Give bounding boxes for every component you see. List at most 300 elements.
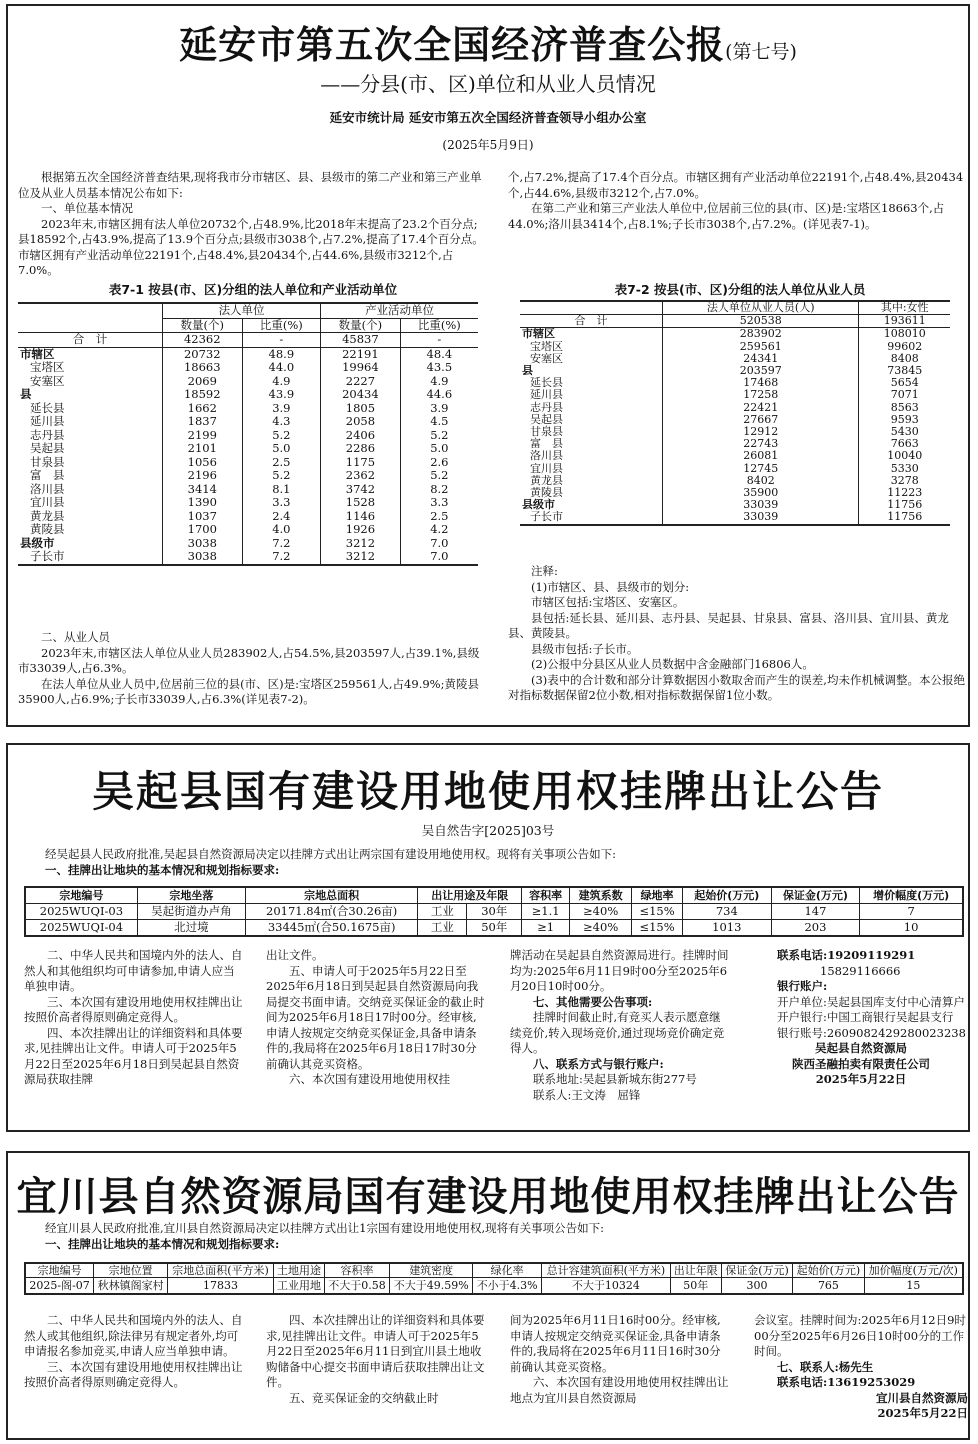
- t1-cell: 2.5: [242, 456, 321, 470]
- t2-row: [520, 315, 950, 328]
- n3-cell: 17833: [168, 1278, 274, 1295]
- notice1-col-right-top: [508, 170, 966, 232]
- n2-c4-tel2: 15829116666: [820, 963, 901, 978]
- t1-cell: 18592: [163, 388, 243, 402]
- n2-c3: 牌活动在吴起县自然资源局进行。挂牌时间均为:2025年6月11日9时00分至2025年6月20日10时00分。: [510, 948, 729, 993]
- notice1-sec2-title: 二、从业人员: [41, 630, 110, 644]
- t2-row: [520, 353, 950, 365]
- n2-sign2: 陕西圣融拍卖有限责任公司: [792, 1056, 930, 1071]
- t1-cell: 7.0: [400, 537, 478, 551]
- t1-cell: 5.2: [400, 429, 478, 443]
- t1-cell: 3.9: [400, 402, 478, 416]
- t1-cell: 5.2: [242, 469, 321, 483]
- notice3-intro-block: [22, 1221, 962, 1252]
- t2-cell: 259561: [663, 341, 859, 353]
- n2-cell: ≤15%: [632, 904, 683, 920]
- t2-region: 市辖区: [522, 327, 555, 341]
- n3-header: 出让年限: [670, 1263, 721, 1278]
- t1-cell: 3.9: [242, 402, 321, 416]
- t1-region: 宜川县: [30, 495, 65, 509]
- t2-cell: 520538: [663, 315, 859, 328]
- n2-c3b: 挂牌时间截止时,有竞买人表示愿意继续竞价,转入现场竞价,通过现场竞价确定竞得人。: [510, 1010, 725, 1055]
- t1-row: [18, 361, 478, 375]
- t1-row: [18, 537, 478, 551]
- t2-cell: 8402: [663, 475, 859, 487]
- n2-cell: 147: [771, 904, 860, 920]
- notice1-sec2-p2: 在法人单位从业人员中,位居前三位的县(市、区)是:宝塔区259561人,占49.9%;黄陵县35900人,占6.9%;子长市33039人,占6.3%(详见表7-2)。: [18, 676, 479, 706]
- n3-cell: 2025-阁-07: [25, 1278, 94, 1295]
- n3-cell: 15: [864, 1278, 963, 1295]
- n2-header: 宗地总面积: [245, 887, 417, 904]
- note-1c: 县级市包括:子长市。: [531, 641, 639, 656]
- n2-cell: 50年: [467, 920, 522, 937]
- t2-h-employees: 法人单位从业人员(人): [663, 301, 859, 315]
- t1-cell: 7.0: [400, 550, 478, 565]
- t1-cell: 1662: [163, 402, 243, 416]
- t1-cell: 3414: [163, 483, 243, 497]
- t1-cell: 2.5: [400, 510, 478, 524]
- notice2-col4: [754, 948, 968, 1088]
- t1-row: [18, 496, 478, 510]
- n2-c4-bank: 银行账户:: [777, 979, 828, 993]
- n3-cell: 秋林镇阁家村: [94, 1278, 168, 1295]
- n3-sign: 宜川县自然资源局: [876, 1390, 968, 1405]
- t1-cell: 43.5: [400, 361, 478, 375]
- n2-cell: 33445㎡(合50.1675亩): [245, 920, 417, 937]
- t2-region: 黄龙县: [530, 473, 563, 487]
- t2-cell: 17258: [663, 389, 859, 401]
- t1-row: [18, 442, 478, 456]
- t1-cell: 2069: [163, 375, 243, 389]
- n2-header: 起始价(万元): [683, 887, 772, 904]
- t1-cell: 44.6: [400, 388, 478, 402]
- t1-row: [18, 333, 478, 348]
- n2-c3-person: 联系人:王文涛 屈锋: [533, 1087, 641, 1102]
- n2-cell: 20171.84㎡(合30.26亩): [245, 904, 417, 920]
- t2-cell: 10040: [859, 450, 950, 462]
- notice1-col-left-top: [18, 170, 484, 277]
- t1-cell: 1700: [163, 523, 243, 537]
- n2-header: 绿地率: [632, 887, 683, 904]
- t1-group-legal: 法人单位: [163, 303, 321, 318]
- n2-cell: 工业: [418, 920, 467, 937]
- t2-h-female: 其中:女性: [859, 301, 950, 315]
- n3-c4-tel: 联系电话:13619253029: [777, 1375, 916, 1389]
- t2-cell: 283902: [663, 328, 859, 341]
- t1-row: [18, 456, 478, 470]
- t1-cell: 2199: [163, 429, 243, 443]
- t2-row: [520, 377, 950, 389]
- t1-cell: 4.3: [242, 415, 321, 429]
- notes-title: 注释:: [531, 564, 558, 578]
- t2-cell: 8563: [859, 402, 950, 414]
- t2-cell: 5654: [859, 377, 950, 389]
- t1-row: [18, 388, 478, 402]
- t2-cell: 12745: [663, 463, 859, 475]
- notice2-col3: [510, 948, 732, 1103]
- notice1-notes: [508, 564, 968, 704]
- t1-row: [18, 469, 478, 483]
- notice-wuqi-land: [6, 743, 970, 1132]
- t1-region: 富 县: [30, 468, 65, 482]
- t1-cell: 1146: [321, 510, 401, 524]
- t1-cell: 2058: [321, 415, 401, 429]
- t1-region: 宝塔区: [30, 360, 65, 374]
- n3-header: 起始价(万元): [793, 1263, 864, 1278]
- n3-cell: 不大于10324: [542, 1278, 671, 1295]
- n3-c2: 四、本次挂牌出让的详细资料和具体要求,见挂牌出让文件。申请人可于2025年5月22日至2025年6月11日到宜川县土地收购储备中心提交书面申请后获取挂牌出让文件。: [266, 1313, 485, 1389]
- t1-region: 甘泉县: [30, 454, 65, 469]
- t2-row: [520, 365, 950, 377]
- n2-c3-addr: 联系地址:吴起县新城东街277号: [533, 1072, 697, 1086]
- t1-region: 洛川县: [30, 481, 65, 496]
- t2-row: [520, 328, 950, 341]
- t2-region: 洛川县: [530, 449, 563, 463]
- t1-row: [18, 415, 478, 429]
- notice1-intro: 根据第五次全国经济普查结果,现将我市分市辖区、县、县级市的第二产业和第三产业单位及从业人员基本情况公布如下:: [18, 170, 482, 200]
- t2-cell: 5430: [859, 426, 950, 438]
- t2-cell: 9593: [859, 414, 950, 426]
- t2-region: 宝塔区: [530, 339, 563, 353]
- t1-cell: 45837: [321, 333, 401, 348]
- n3-cell: 不大于0.58: [324, 1278, 389, 1295]
- t1-region: 志丹县: [30, 427, 65, 442]
- n2-cell: 734: [683, 904, 772, 920]
- t1-region: 吴起县: [30, 441, 65, 455]
- t1-cell: 1926: [321, 523, 401, 537]
- n2-header: 出让用途及年限: [418, 887, 522, 904]
- notice3-sec1: 一、挂牌出让地块的基本情况和规划指标要求:: [45, 1236, 280, 1251]
- t2-cell: 7071: [859, 389, 950, 401]
- t2-region: 子长市: [530, 510, 563, 524]
- t2-cell: 7663: [859, 438, 950, 450]
- t2-cell: 203597: [663, 365, 859, 377]
- t1-region: 黄陵县: [30, 522, 65, 536]
- t2-row: [520, 463, 950, 475]
- n2-cell: 工业: [418, 904, 467, 920]
- n2-cell: 2025WUQI-03: [25, 904, 137, 920]
- t2-row: [520, 426, 950, 438]
- notice2-doc-no: 吴自然告字[2025]03号: [421, 823, 555, 838]
- t1-cell: 2196: [163, 469, 243, 483]
- t1-cell: 7.2: [242, 550, 321, 565]
- n2-header: 增价幅度(万元): [860, 887, 963, 904]
- t1-cell: 3038: [163, 550, 243, 565]
- t1-region: 县: [20, 387, 32, 401]
- n2-cell: 北过境: [137, 920, 245, 937]
- notice2-sec1: 一、挂牌出让地块的基本情况和规划指标要求:: [45, 862, 280, 877]
- t1-h-share-2: 比重(%): [400, 318, 478, 333]
- t1-region: 黄龙县: [30, 508, 65, 523]
- t2-row: [520, 511, 950, 524]
- n2-cell: ≥40%: [570, 920, 632, 937]
- notice1-sec2-p1: 2023年末,市辖区法人单位从业人员283902人,占54.5%,县203597人,占39.1%,县级市33039人,占6.3%。: [18, 645, 480, 675]
- t2-row: [520, 389, 950, 401]
- t2-cell: 8408: [859, 353, 950, 365]
- t1-cell: 2227: [321, 375, 401, 389]
- n3-header: 宗地位置: [94, 1263, 168, 1278]
- t1-row: [18, 483, 478, 497]
- t2-cell: 22743: [663, 438, 859, 450]
- n3-cell: 300: [721, 1278, 792, 1295]
- n2-cell: 2025WUQI-04: [25, 920, 137, 937]
- t2-region: 延川县: [530, 388, 563, 402]
- n2-header: 保证金(万元): [771, 887, 860, 904]
- n2-header: 建筑系数: [570, 887, 632, 904]
- notice1-sec1-p2: 在第二产业和第三产业法人单位中,位居前三位的县(市、区)是:宝塔区18663个,占44.0%;洛川县3414个,占8.1%;子长市3038个,占7.2%。(详见表7-1)。: [508, 201, 945, 231]
- n3-cell: 50年: [670, 1278, 721, 1295]
- t1-cell: 5.0: [400, 442, 478, 456]
- note-2: (2)公报中分县区从业人员数据中含金融部门16806人。: [531, 657, 814, 671]
- notice1-col-left-bottom: [18, 630, 484, 708]
- n3-header: 容积率: [324, 1263, 389, 1278]
- table-7-2-block: [520, 280, 960, 526]
- n2-sign1: 吴起县自然资源局: [815, 1041, 907, 1055]
- t2-region: 甘泉县: [530, 425, 563, 439]
- t2-row: [520, 475, 950, 487]
- t2-region: 宜川县: [530, 461, 563, 475]
- t1-region: 延长县: [30, 400, 65, 415]
- notice1-sec1-title: 一、单位基本情况: [41, 201, 133, 215]
- n2-c1: 二、中华人民共和国境内外的法人、自然人和其他组织均可申请参加,申请人应当单独申请。: [24, 948, 243, 993]
- t1-cell: 7.2: [242, 537, 321, 551]
- t2-cell: 193611: [859, 315, 950, 328]
- n2-c4-tel: 联系电话:19209119291: [777, 948, 916, 962]
- t1-cell: 20732: [163, 347, 243, 361]
- n3-row: [25, 1278, 963, 1295]
- n3-date: 2025年5月22日: [877, 1406, 968, 1420]
- n2-c1c: 四、本次挂牌出让的详细资料和具体要求,见挂牌出让文件。申请人可于2025年5月22日至2025年6月18日到吴起县自然资源局获取挂牌: [24, 1025, 243, 1086]
- t1-cell: 48.9: [242, 347, 321, 361]
- notice3-table: [24, 1262, 964, 1295]
- t1-region: 安塞区: [30, 373, 65, 388]
- t2-cell: 11756: [859, 499, 950, 511]
- t1-cell: 20434: [321, 388, 401, 402]
- notice3-col3: [510, 1313, 732, 1406]
- n2-c3-h8: 八、联系方式与银行账户:: [533, 1056, 664, 1071]
- n2-c2c: 六、本次国有建设用地使用权挂: [289, 1072, 450, 1086]
- table-7-1-caption: 表7-1 按县(市、区)分组的法人单位和产业活动单位: [108, 282, 398, 297]
- n2-cell: 30年: [467, 904, 522, 920]
- notice1-sec1-p1-cont: 个,占7.2%,提高了17.4个百分点。市辖区拥有产业活动单位22191个,占48.4%,县20434个,占44.6%,县级市3212个,占7.0%。: [508, 170, 964, 200]
- t1-cell: 22191: [321, 347, 401, 361]
- t1-cell: 48.4: [400, 347, 478, 361]
- note-1b: 县包括:延长县、延川县、志丹县、吴起县、甘泉县、富县、洛川县、宜川县、黄龙县、黄陵县。: [508, 610, 949, 640]
- t1-h-count-2: 数量(个): [321, 318, 401, 333]
- t2-cell: 33039: [663, 511, 859, 524]
- n2-cell: ≥1.1: [522, 904, 570, 920]
- notice3-intro: 经宜川县人民政府批准,宜川县自然资源局决定以挂牌方式出让1宗国有建设用地使用权,现将有关事项公告如下:: [45, 1221, 604, 1235]
- t1-cell: 42362: [163, 333, 243, 348]
- notice2-col2: [266, 948, 488, 1088]
- t1-cell: 19964: [321, 361, 401, 375]
- n2-date: 2025年5月22日: [815, 1072, 907, 1086]
- t1-cell: 1528: [321, 496, 401, 510]
- n3-header: 建筑密度: [390, 1263, 473, 1278]
- t1-cell: 18663: [163, 361, 243, 375]
- n3-c4-h7: 七、联系人:杨先生: [777, 1359, 874, 1374]
- n2-header: 宗地坐落: [137, 887, 245, 904]
- n2-cell: ≤15%: [632, 920, 683, 937]
- t1-cell: 3.3: [242, 496, 321, 510]
- n2-row: [25, 904, 963, 920]
- n3-header: 总计容建筑面积(平方米): [542, 1263, 671, 1278]
- t1-region: 子长市: [30, 549, 65, 563]
- n2-cell: 吴起街道办卢角: [137, 904, 245, 920]
- t2-region: 县: [522, 364, 533, 378]
- t1-cell: 5.0: [242, 442, 321, 456]
- t1-cell: 8.2: [400, 483, 478, 497]
- t2-row: [520, 438, 950, 450]
- t1-cell: 1056: [163, 456, 243, 470]
- table-7-2-caption: 表7-2 按县(市、区)分组的法人单位从业人员: [614, 282, 866, 297]
- table-7-1-block: [18, 280, 488, 566]
- n2-c2: 出让文件。: [266, 948, 324, 962]
- n2-c1b: 三、本次国有建设用地使用权挂牌出让按照价高者得原则确定竞得人。: [24, 994, 243, 1024]
- t2-cell: 35900: [663, 487, 859, 499]
- n2-cell: 203: [771, 920, 860, 937]
- n2-c4-unit: 开户单位:吴起县国库支付中心清算户: [777, 994, 965, 1009]
- notice3-col2: [266, 1313, 488, 1406]
- t2-cell: 12912: [663, 426, 859, 438]
- t1-cell: -: [400, 333, 478, 348]
- notice1-date: (2025年5月9日): [442, 138, 534, 152]
- t2-cell: 3278: [859, 475, 950, 487]
- n3-c2b: 五、竞买保证金的交纳截止时: [289, 1390, 439, 1405]
- t2-region: 合 计: [574, 314, 608, 328]
- t2-cell: 27667: [663, 414, 859, 426]
- t1-cell: 44.0: [242, 361, 321, 375]
- n3-header: 绿化率: [473, 1263, 542, 1278]
- t1-h-share-1: 比重(%): [242, 318, 321, 333]
- notice1-issuer: 延安市统计局 延安市第五次全国经济普查领导小组办公室: [329, 110, 647, 125]
- n2-c4-acct: 银行账号:2609082429280023238: [777, 1025, 966, 1040]
- n3-header: 宗地总面积(平方米): [168, 1263, 274, 1278]
- t1-cell: 3212: [321, 537, 401, 551]
- n3-header: 加价幅度(万元/次): [864, 1263, 963, 1278]
- t1-region: 县级市: [20, 535, 55, 550]
- n3-cell: 765: [793, 1278, 864, 1295]
- t2-region: 富 县: [530, 437, 563, 451]
- n3-header: 保证金(万元): [721, 1263, 792, 1278]
- t1-cell: 2406: [321, 429, 401, 443]
- t1-row: [18, 523, 478, 537]
- t2-row: [520, 450, 950, 462]
- t1-cell: 1390: [163, 496, 243, 510]
- t2-region: 黄陵县: [530, 486, 563, 500]
- t1-region: 延川县: [30, 414, 65, 428]
- t1-cell: 8.1: [242, 483, 321, 497]
- t2-row: [520, 487, 950, 499]
- t1-cell: 1805: [321, 402, 401, 416]
- t1-row: [18, 510, 478, 524]
- t2-row: [520, 499, 950, 511]
- t2-cell: 108010: [859, 328, 950, 341]
- t2-region: 吴起县: [530, 412, 563, 426]
- n3-c3b: 六、本次国有建设用地使用权挂牌出让地点为宜川县自然资源局: [510, 1375, 729, 1405]
- notice2-intro-block: [22, 847, 962, 878]
- notice1-subtitle: ——分县(市、区)单位和从业人员情况: [320, 72, 656, 96]
- n3-header: 土地用途: [273, 1263, 324, 1278]
- t2-region: 安塞区: [530, 351, 563, 365]
- t1-cell: 3742: [321, 483, 401, 497]
- t2-row: [520, 414, 950, 426]
- t2-region: 县级市: [522, 498, 555, 512]
- t1-cell: -: [242, 333, 321, 348]
- t1-row: [18, 550, 478, 565]
- t2-region: 志丹县: [530, 400, 563, 414]
- notice-yichuan-land: [6, 1151, 970, 1440]
- n2-header: 容积率: [522, 887, 570, 904]
- t2-cell: 33039: [663, 499, 859, 511]
- t1-h-count-1: 数量(个): [163, 318, 243, 333]
- n3-header: 宗地编号: [25, 1263, 94, 1278]
- n3-c1b: 三、本次国有建设用地使用权挂牌出让按照价高者得原则确定竞得人。: [24, 1359, 243, 1389]
- t1-cell: 2362: [321, 469, 401, 483]
- n3-c3: 间为2025年6月11日16时00分。经审核,申请人按规定交纳竞买保证金,具备申请条件的,我局将在2025年6月11日16时30分前确认其竞买资格。: [510, 1313, 721, 1374]
- t2-cell: 11223: [859, 487, 950, 499]
- notice2-col1: [24, 948, 246, 1088]
- n2-row: [25, 920, 963, 937]
- n3-c4: 会议室。挂牌时间为:2025年6月12日9时00分至2025年6月26日10时00分的工作时间。: [754, 1313, 966, 1358]
- t1-cell: 2.4: [242, 510, 321, 524]
- n2-c3-h7: 七、其他需要公告事项:: [533, 994, 653, 1009]
- n2-cell: ≥1: [522, 920, 570, 937]
- n3-cell: 工业用地: [273, 1278, 324, 1295]
- t1-cell: 3.3: [400, 496, 478, 510]
- t2-cell: 26081: [663, 450, 859, 462]
- t1-cell: 43.9: [242, 388, 321, 402]
- t1-row: [18, 402, 478, 416]
- t1-cell: 2.6: [400, 456, 478, 470]
- notice1-title: 延安市第五次全国经济普查公报: [179, 22, 726, 67]
- notice2-intro: 经吴起县人民政府批准,吴起县自然资源局决定以挂牌方式出让两宗国有建设用地使用权。现将有关事项公告如下:: [45, 847, 617, 861]
- table-7-2: [520, 300, 950, 526]
- t1-cell: 1837: [163, 415, 243, 429]
- n2-cell: ≥40%: [570, 904, 632, 920]
- t2-cell: 11756: [859, 511, 950, 524]
- notice3-title: 宜川县自然资源局国有建设用地使用权挂牌出让公告: [16, 1173, 960, 1220]
- t1-cell: 5.2: [242, 429, 321, 443]
- t1-cell: 1175: [321, 456, 401, 470]
- t2-cell: 99602: [859, 341, 950, 353]
- note-1a: 市辖区包括:宝塔区、安塞区。: [531, 595, 685, 609]
- note-3: (3)表中的合计数和部分计算数据因小数取舍而产生的误差,均未作机械调整。本公报绝对指标数据保留2位小数,相对指标数据保留1位小数。: [508, 672, 965, 702]
- t2-cell: 5330: [859, 463, 950, 475]
- t1-cell: 4.9: [400, 375, 478, 389]
- t2-cell: 24341: [663, 353, 859, 365]
- t1-cell: 2286: [321, 442, 401, 456]
- t2-cell: 17468: [663, 377, 859, 389]
- t2-cell: 73845: [859, 365, 950, 377]
- t1-group-activity: 产业活动单位: [321, 303, 478, 318]
- t1-cell: 3212: [321, 550, 401, 565]
- n3-c1: 二、中华人民共和国境内外的法人、自然人或其他组织,除法律另有规定者外,均可申请报名参加竞买,申请人应当单独申请。: [24, 1313, 243, 1358]
- n3-cell: 不小于4.3%: [473, 1278, 542, 1295]
- t1-cell: 1037: [163, 510, 243, 524]
- t1-cell: 5.2: [400, 469, 478, 483]
- notice1-issue: (第七号): [725, 41, 797, 63]
- t1-cell: 4.2: [400, 523, 478, 537]
- t1-row: [18, 375, 478, 389]
- notice-economic-census: [6, 4, 970, 727]
- notice2-title: 吴起县国有建设用地使用权挂牌出让公告: [91, 767, 884, 816]
- t1-cell: 2101: [163, 442, 243, 456]
- t2-region: 延长县: [530, 376, 563, 390]
- n2-cell: 1013: [683, 920, 772, 937]
- t2-row: [520, 341, 950, 353]
- n2-cell: 10: [860, 920, 963, 937]
